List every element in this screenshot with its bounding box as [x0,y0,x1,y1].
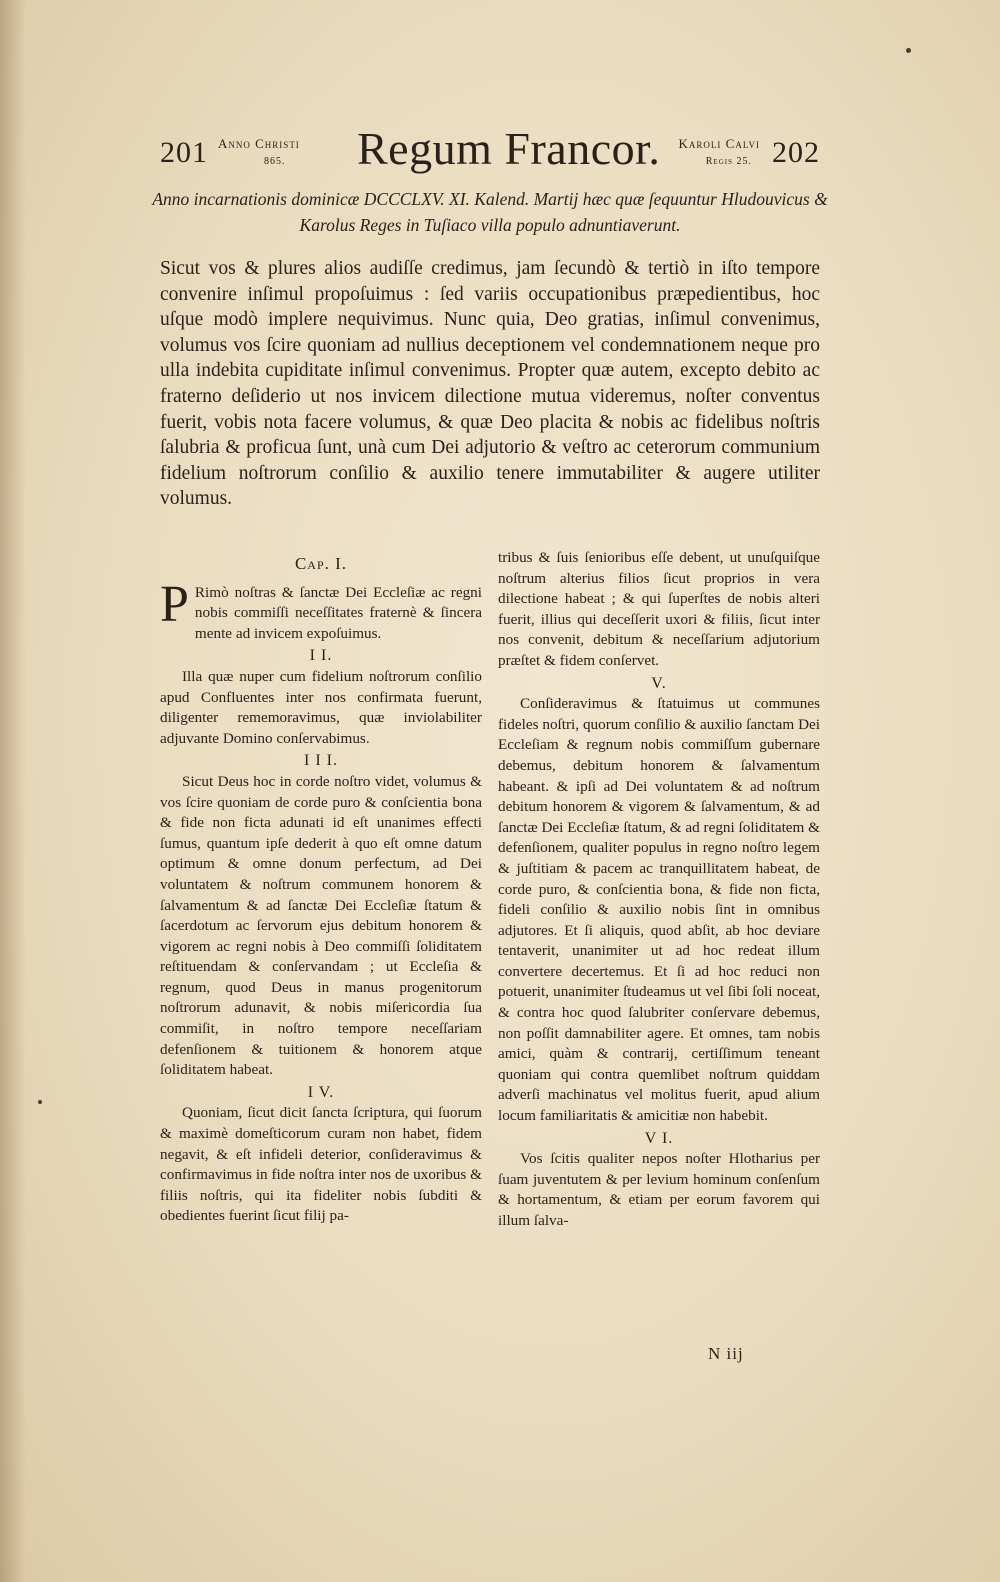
chapter-label-4: I V. [307,1083,335,1101]
binding-shadow [0,0,26,1582]
drop-cap: P [160,575,189,633]
chapter-label-2: I I. [309,647,333,665]
running-head [160,122,820,182]
chapter-label-5: V. [651,674,667,692]
chapter-text-3: Sicut Deus hoc in corde noſtro videt, volumus & vos ſcire quoniam de corde puro & conſcientia bona & fide non ficta adunati id eſt unanimes effecti ſumus, quantum ipſe dederit à quo eſt omne datum optimum & omne donum perfectum, ad Dei voluntatem & noſtrum communem honorem & ſalvamentum & ad ſanctæ Dei Eccleſiæ ſtatum & ſacerdotum ac ſervorum ejus debitum honorem & vigorem ac regni nobis à Deo commiſſi ſoliditatem reſtituendam & conſervandam ; ut Eccleſia & regnum, quod Deus in manus progenitorum noſtrorum adunavit, & nobis miſericordia ſua commiſit, in noſtro tempore neceſſariam defenſionem & tuitionem & honorem atque ſoliditatem habeat. [160,772,482,1079]
chapter-text-5: Conſideravimus & ſtatuimus ut communes fideles noſtri, quorum conſilio & auxilio ſanctam Dei Eccleſiam & regnum nobis commiſſum gubernare debemus, debitum honorem & ſalvamentum habeant. & ipſi ad Dei voluntatem & ad noſtrum debitum honorem & vigorem & ſalvamentum, & ad ſanctæ Dei Eccleſiæ ſtatum, & ad regni ſoliditatem & defenſionem, qualiter populus in regno noſtro legem & juſtitiam & pacem ac tranquillitatem habeat, de corde puro, & conſcientia bona, & fide non ficta, fideli conſilio & auxilio nobis ſint in omnibus adjutores. Et ſi aliquis, quod abſit, ab hoc deviare tentaverit, unanimiter ut ad hoc redeat illum convertere decertemus. Et ſi ad hoc reduci non potuerit, unanimiter ſtudeamus ut vel ſibi ſoli noceat, & contra hoc quod ſalubriter conſervare debemus, non poſſit damnabiliter agere. Et omnes, tam nobis amici, quàm & contrarij, certiſſimum teneant quoniam qui contra quemlibet noſtrum quiddam adverſi machinatus vel molitus fuerit, apud alium locum familiaritatis & amicitiæ non habebit. [498,695,820,1125]
ink-speck [38,1100,42,1104]
chapter-label-6: V I. [644,1129,674,1147]
intro-paragraph: Sicut vos & plures alios audiſſe credimus, jam ſecundò & tertiò in iſto tempore convenire inſimul propoſuimus : ſed variis occupationibus præpedientibus, hoc uſque modò implere nequivimus. Nunc quia, Deo gratias, inſimul convenimus, volumus vos ſcire quoniam ad nullius deceptionem vel condemnationem neque pro ulla indebita cupiditate inſimul convenimus. Propter quæ autem, excepto debito ac fraterno deſiderio ut nos invicem dilectione mutua videremus, noſter conventus fuerit, vobis nota facere volumus, & quæ Deo placita & nobis ac fidelibus noſtris ſalubria & proficua ſunt, unà cum Dei adjutorio & veſtro ac ceterorum communium fidelium noſtrorum conſilio & auxilio tenere immutabiliter & augere utiliter volumus. [160,258,820,510]
running-title: Regum Francor. [357,123,661,174]
section-heading: Anno incarnationis dominicæ DCCCLXV. XI. Kalend. Martij hæc quæ ſequuntur Hludouvicus & Karolus Reges in Tuſiaco villa populo adnuntiaverunt. [152,189,828,235]
chapter-text-1-body: Rimò noſtras & ſanctæ Dei Eccleſiæ ac regni nobis commiſſi neceſſitates fraternè & ſincera mente ad invicem expoſuimus. [194,583,482,642]
chapter-text-6: Vos ſcitis qualiter nepos noſter Hlotharius per ſuam juventutem & per levium hominum conſenſum & hortamentum, & etiam per eorum favorem qui illum ſalva- [498,1150,820,1229]
chapter-text-2: Illa quæ nuper cum fidelium noſtrorum conſilio apud Confluentes inter nos confirmata fuerunt, diligenter rememoravimus, quæ inviolabiliter adjuvante Domino conſervabimus. [160,667,482,747]
page-number-left: 201 [160,136,208,169]
continued-text: tribus & ſuis ſenioribus eſſe debent, ut unuſquiſque noſtrum alterius filios ſicut proprios in vera dilectione habeat ; & qui ſuperſtes de nobis alteri fuerit, illius qui deceſſerit uxori & filiis, ſicut inter nos convenit, debitum & neceſſarium adjutorium præſtet & fidem conſervet. [498,549,820,669]
karoli-calvi-label: Karoli Calvi [678,136,760,151]
page-number-right: 202 [772,136,820,169]
ink-speck [906,48,911,53]
left-column [160,548,482,1227]
signature-mark: N iij [708,1344,744,1363]
regis-label: Regis 25. [705,156,752,167]
chapter-label-3: I I I. [304,752,338,770]
right-column [498,548,820,1232]
chapter-text-4: Quoniam, ſicut dicit ſancta ſcriptura, qui ſuorum & maximè domeſticorum curam non habet, fidem negavit, & eſt infideli deterior, conſideravimus & confirmavimus in fide noſtra inter nos de uxoribus & filiis noſtris, qui ita fideliter nobis ſubditi & obedientes fuerint ſicut filij pa- [160,1104,482,1225]
chapter-label-1: Cap. I. [294,554,348,573]
chapter-text-1 [160,575,482,645]
year-label: 865. [264,156,286,167]
anno-christi-label: Anno Christi [218,136,300,151]
